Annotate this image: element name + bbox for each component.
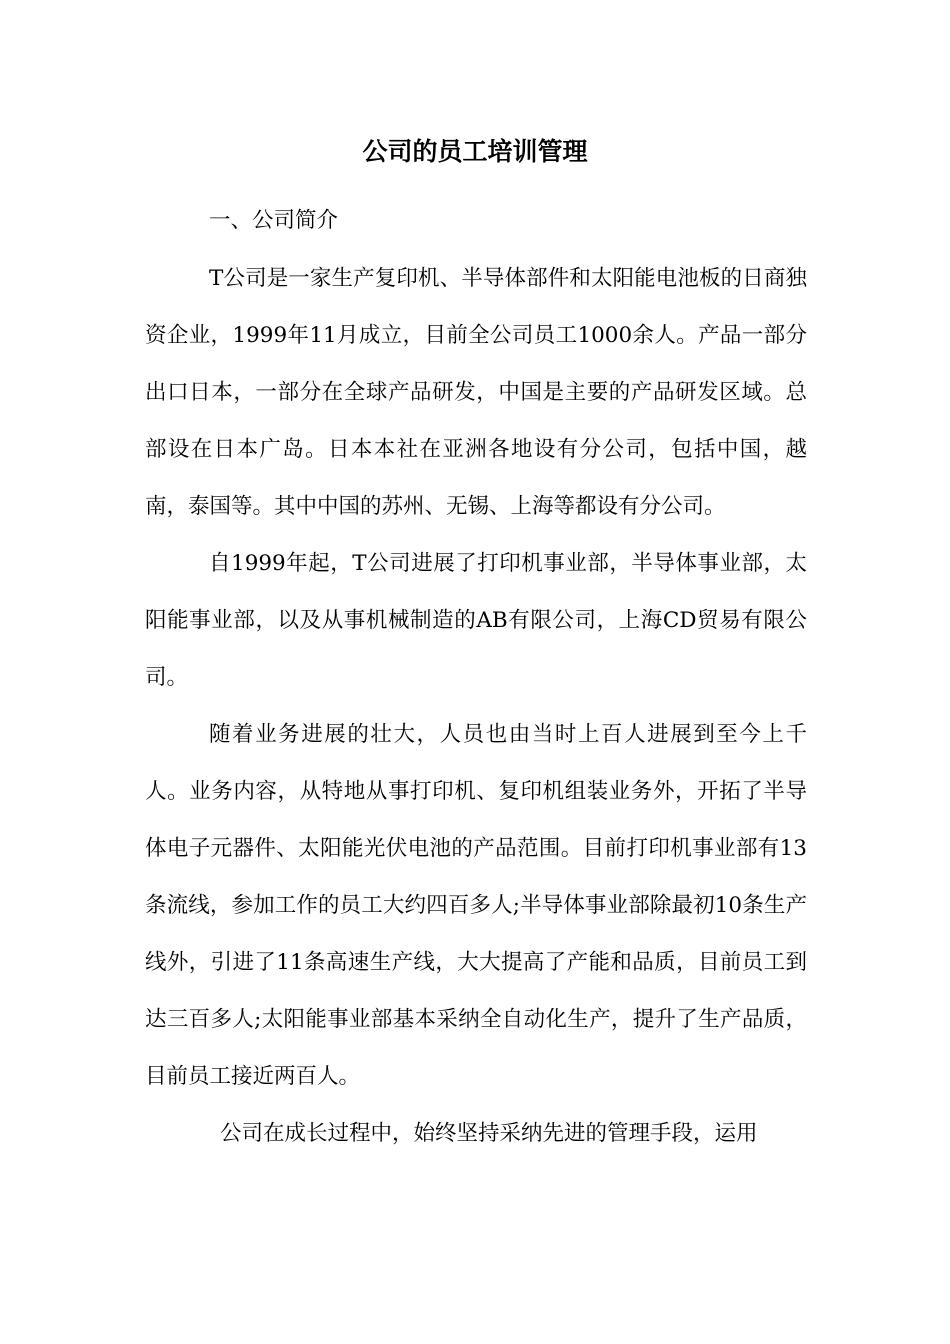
document-body [145,192,807,1162]
paragraph-management: 公司在成长过程中，始终坚持采纳先进的管理手段，运用 [220,1121,758,1146]
document-title: 公司的员工培训管理 [362,137,588,166]
paragraph-company-overview: T公司是一家生产复印机、半导体部件和太阳能电池板的日商独资企业，1999年11月成立，目前全公司员工1000余人。产品一部分出口日本，一部分在全球产品研发，中国是主要的产品研发区域。总部设在日本广岛。日本本社在亚洲各地设有分公司，包括中国，越南，泰国等。其中中国的苏州、无锡、上海等都设有分公司。 [145,266,807,519]
paragraph-business-growth: 随着业务进展的壮大，人员也由当时上百人进展到至今上千人。业务内容，从特地从事打印机、复印机组装业务外，开拓了半导体电子元器件、太阳能光伏电池的产品范围。目前打印机事业部有13条流线，参加工作的员工大约四百多人;半导体事业部除最初10条生产线外，引进了11条高速生产线，大大提高了产能和品质，目前员工到达三百多人;太阳能事业部基本采纳全自动化生产，提升了生产品质，目前员工接近两百人。 [145,722,807,1089]
paragraph-business-divisions: 自1999年起，T公司进展了打印机事业部，半导体事业部，太阳能事业部，以及从事机械制造的AB有限公司，上海CD贸易有限公司。 [145,551,807,690]
section-heading: 一、公司简介 [209,208,339,233]
